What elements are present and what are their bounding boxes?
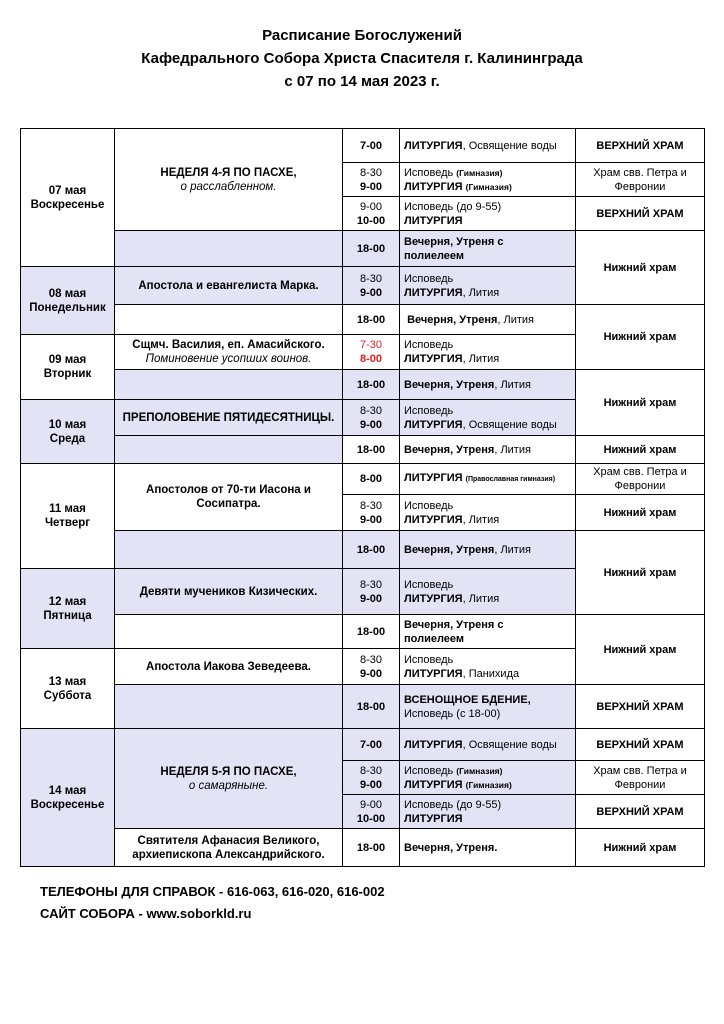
time-cell: 7-30 8-00 <box>343 335 400 370</box>
location-cell: Нижний храм <box>576 436 705 464</box>
service-cell: Исповедь (до 9-55) ЛИТУРГИЯ <box>400 795 576 829</box>
time-cell: 18-00 <box>343 531 400 569</box>
feast-cell-10: ПРЕПОЛОВЕНИЕ ПЯТИДЕСЯТНИЦЫ. <box>115 400 343 436</box>
location-cell: ВЕРХНИЙ ХРАМ <box>576 685 705 729</box>
service-cell: Вечерня, Утреня, Лития <box>400 370 576 400</box>
feast-cell-12: Девяти мучеников Кизических. <box>115 569 343 615</box>
location-cell: ВЕРХНИЙ ХРАМ <box>576 197 705 231</box>
service-cell: Вечерня, Утреня с полиелеем <box>400 231 576 267</box>
location-cell: Храм свв. Петра и Февронии <box>576 464 705 495</box>
service-cell: Исповедь ЛИТУРГИЯ, Лития <box>400 267 576 305</box>
feast-cell-13: Апостола Иакова Зеведеева. <box>115 649 343 685</box>
feast-cell-empty <box>115 685 343 729</box>
service-cell: Вечерня, Утреня, Лития <box>400 531 576 569</box>
time-cell: 18-00 <box>343 829 400 867</box>
feast-cell-11: Апостолов от 70-ти Иасона и Сосипатра. <box>115 464 343 531</box>
time-cell: 18-00 <box>343 436 400 464</box>
feast-cell-08: Апостола и евангелиста Марка. <box>115 267 343 305</box>
service-cell: ВСЕНОЩНОЕ БДЕНИЕ, Исповедь (с 18-00) <box>400 685 576 729</box>
feast-cell-empty <box>115 305 343 335</box>
table-row <box>21 685 705 729</box>
table-row <box>21 436 705 464</box>
time-cell: 18-00 <box>343 231 400 267</box>
time-cell: 8-30 9-00 <box>343 649 400 685</box>
location-cell: Нижний храм <box>576 231 705 305</box>
time-cell: 9-00 10-00 <box>343 197 400 231</box>
location-cell: Нижний храм <box>576 305 705 370</box>
location-cell: ВЕРХНИЙ ХРАМ <box>576 795 705 829</box>
service-cell: ЛИТУРГИЯ, Освящение воды <box>400 729 576 761</box>
service-cell: Исповедь ЛИТУРГИЯ, Лития <box>400 495 576 531</box>
location-cell: Нижний храм <box>576 531 705 615</box>
cathedral-name: Кафедрального Собора Христа Спасителя г. Калининграда <box>141 50 583 67</box>
service-cell: Исповедь ЛИТУРГИЯ, Лития <box>400 569 576 615</box>
table-row <box>21 729 705 761</box>
schedule-title: Расписание Богослужений <box>262 27 462 44</box>
service-cell: Вечерня, Утреня, Лития <box>400 436 576 464</box>
service-cell: Вечерня, Утреня с полиелеем <box>400 615 576 649</box>
service-cell: Исповедь ЛИТУРГИЯ, Лития <box>400 335 576 370</box>
service-cell: Исповедь (до 9-55) ЛИТУРГИЯ <box>400 197 576 231</box>
service-cell: Исповедь ЛИТУРГИЯ, Освящение воды <box>400 400 576 436</box>
table-row <box>21 829 705 867</box>
location-cell: Нижний храм <box>576 615 705 685</box>
time-cell: 9-00 10-00 <box>343 795 400 829</box>
location-cell: Нижний храм <box>576 370 705 436</box>
location-cell: ВЕРХНИЙ ХРАМ <box>576 129 705 163</box>
day-cell-12: 12 мая Пятница <box>21 569 115 649</box>
location-cell: Храм свв. Петра и Февронии <box>576 163 705 197</box>
feast-cell-empty <box>115 436 343 464</box>
feast-cell-14: НЕДЕЛЯ 5-Я ПО ПАСХЕ, о самаряныне. <box>115 729 343 829</box>
service-cell: Исповедь (Гимназия) ЛИТУРГИЯ (Гимназия) <box>400 761 576 795</box>
feast-cell-empty <box>115 231 343 267</box>
time-cell: 8-30 9-00 <box>343 495 400 531</box>
feast-cell-09: Сщмч. Василия, еп. Амасийского. Поминовение усопших воинов. <box>115 335 343 370</box>
service-cell: ЛИТУРГИЯ, Освящение воды <box>400 129 576 163</box>
day-cell-09: 09 мая Вторник <box>21 335 115 400</box>
table-row <box>21 531 705 569</box>
day-cell-14: 14 мая Воскресенье <box>21 729 115 867</box>
schedule-table <box>20 128 705 867</box>
feast-cell-empty <box>115 615 343 649</box>
location-cell: Нижний храм <box>576 495 705 531</box>
feast-cell-07: НЕДЕЛЯ 4-Я ПО ПАСХЕ, о расслабленном. <box>115 129 343 231</box>
location-cell: Нижний храм <box>576 829 705 867</box>
time-cell: 8-30 9-00 <box>343 163 400 197</box>
day-cell-07: 07 мая Воскресенье <box>21 129 115 267</box>
day-cell-10: 10 мая Среда <box>21 400 115 464</box>
table-row <box>21 370 705 400</box>
location-cell: ВЕРХНИЙ ХРАМ <box>576 729 705 761</box>
time-cell: 7-00 <box>343 129 400 163</box>
date-range: с 07 по 14 мая 2023 г. <box>284 73 440 90</box>
table-row <box>21 464 705 495</box>
time-cell: 8-30 9-00 <box>343 267 400 305</box>
table-row <box>21 615 705 649</box>
day-cell-08: 08 мая Понедельник <box>21 267 115 335</box>
website-line: САЙТ СОБОРА - www.soborkld.ru <box>40 906 252 921</box>
time-cell: 18-00 <box>343 685 400 729</box>
table-row <box>21 305 705 335</box>
time-cell: 8-30 9-00 <box>343 569 400 615</box>
service-cell: Исповедь ЛИТУРГИЯ, Панихида <box>400 649 576 685</box>
time-cell: 8-30 9-00 <box>343 400 400 436</box>
service-cell: Вечерня, Утреня, Лития <box>400 305 576 335</box>
time-cell: 7-00 <box>343 729 400 761</box>
table-row <box>21 129 705 163</box>
phones-line: ТЕЛЕФОНЫ ДЛЯ СПРАВОК - 616-063, 616-020, 616-002 <box>40 884 385 899</box>
location-cell: Храм свв. Петра и Февронии <box>576 761 705 795</box>
table-row <box>21 231 705 267</box>
time-cell: 18-00 <box>343 370 400 400</box>
service-cell: Вечерня, Утреня. <box>400 829 576 867</box>
time-cell: 18-00 <box>343 305 400 335</box>
feast-cell-14b: Святителя Афанасия Великого, архиепископа Александрийского. <box>115 829 343 867</box>
time-cell: 8-30 9-00 <box>343 761 400 795</box>
day-cell-13: 13 мая Суббота <box>21 649 115 729</box>
day-cell-11: 11 мая Четверг <box>21 464 115 569</box>
time-cell: 8-00 <box>343 464 400 495</box>
service-cell: Исповедь (Гимназия) ЛИТУРГИЯ (Гимназия) <box>400 163 576 197</box>
time-cell: 18-00 <box>343 615 400 649</box>
service-cell: ЛИТУРГИЯ (Православная гимназия) <box>400 464 576 495</box>
feast-cell-empty <box>115 531 343 569</box>
feast-cell-empty <box>115 370 343 400</box>
